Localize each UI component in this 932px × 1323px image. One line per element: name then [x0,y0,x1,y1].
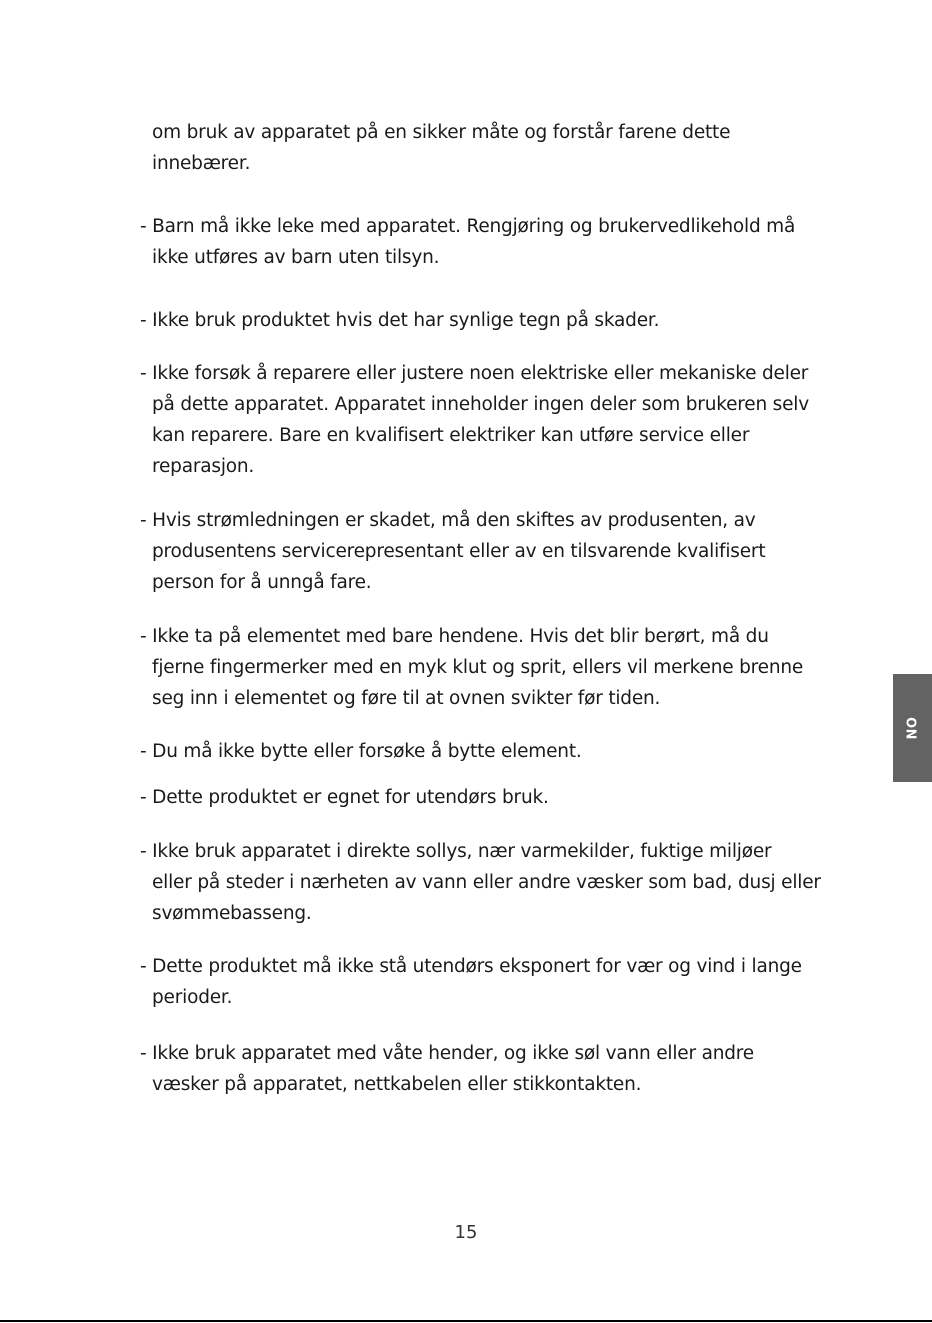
text-line: - Ikke bruk apparatet i direkte sollys, nær varmekilder, fuktige miljøer [140,841,772,862]
text-line: perioder. [152,987,233,1008]
text-line: fjerne fingermerker med en myk klut og sprit, ellers vil merkene brenne [152,657,804,678]
text-line: om bruk av apparatet på en sikker måte og forstår farene dette [152,122,731,143]
text-line: på dette apparatet. Apparatet inneholder ingen deler som brukeren selv [152,394,809,415]
text-line: kan reparere. Bare en kvalifisert elektriker kan utføre service eller [152,425,750,446]
text-line: - Ikke ta på elementet med bare hendene. Hvis det blir berørt, må du [140,626,769,647]
language-tab-label: NO [905,716,920,740]
paragraph-children [140,211,812,273]
text-line: - Dette produktet må ikke stå utendørs eksponert for vær og vind i lange [140,956,802,977]
text-line: - Ikke forsøk å reparere eller justere noen elektriske eller mekaniske deler [140,363,809,384]
paragraph-sunlight [140,836,821,929]
text-line: ikke utføres av barn uten tilsyn. [152,247,440,268]
paragraph-outdoor-use [140,782,812,813]
paragraph-power-cord [140,505,812,598]
paragraph-replace-element [140,736,812,767]
paragraph-wet-hands [140,1038,812,1100]
text-line: - Hvis strømledningen er skadet, må den skiftes av produsenten, av [140,510,756,531]
paragraph-intro [140,117,812,179]
text-line: produsentens servicerepresentant eller av en tilsvarende kvalifisert [152,541,766,562]
text-line: - Ikke bruk produktet hvis det har synlige tegn på skader. [140,310,660,331]
language-tab [893,674,932,782]
text-line: svømmebasseng. [152,903,312,924]
text-line: - Dette produktet er egnet for utendørs bruk. [140,787,549,808]
paragraph-repair [140,358,812,482]
page-number: 15 [454,1222,478,1243]
text-line: seg inn i elementet og føre til at ovnen svikter før tiden. [152,688,661,709]
paragraph-element-touch [140,621,812,714]
text-line: - Du må ikke bytte eller forsøke å bytte element. [140,741,582,762]
text-line: - Ikke bruk apparatet med våte hender, og ikke søl vann eller andre [140,1043,754,1064]
text-line: eller på steder i nærheten av vann eller andre væsker som bad, dusj eller [152,872,821,893]
text-line: person for å unngå fare. [152,572,372,593]
bottom-rule [0,1320,932,1322]
text-line: reparasjon. [152,456,255,477]
text-line: væsker på apparatet, nettkabelen eller stikkontakten. [152,1074,642,1095]
text-line: innebærer. [152,153,251,174]
text-line: - Barn må ikke leke med apparatet. Rengjøring og brukervedlikehold må [140,216,796,237]
paragraph-damage [140,305,812,336]
paragraph-weather [140,951,812,1013]
